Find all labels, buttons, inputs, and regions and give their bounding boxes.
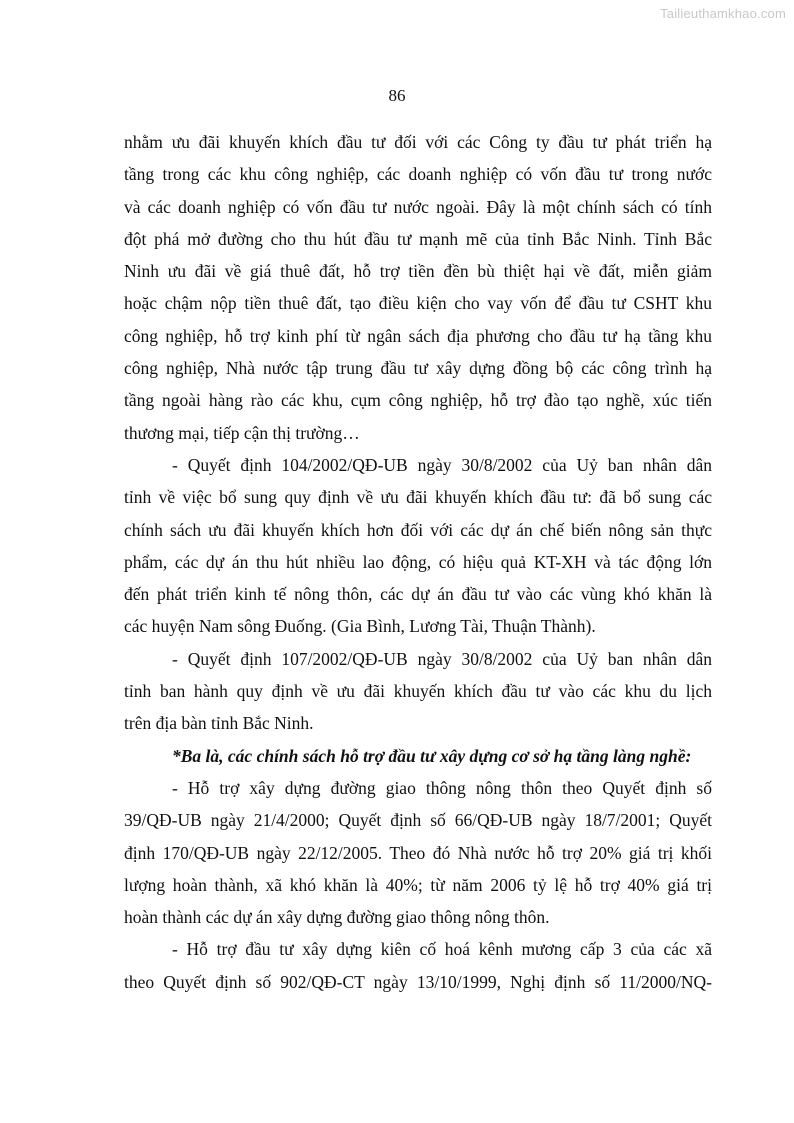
text-line: - Hỗ trợ đầu tư xây dựng kiên cố hoá kênh mương cấp 3 của các xã bbox=[172, 939, 712, 960]
text-line: các huyện Nam sông Đuống. (Gia Bình, Lương Tài, Thuận Thành). bbox=[124, 616, 596, 637]
paragraph bbox=[124, 772, 712, 933]
text-line: định 170/QĐ-UB ngày 22/12/2005. Theo đó Nhà nước hỗ trợ 20% giá trị khối bbox=[124, 842, 712, 863]
paragraph bbox=[124, 933, 712, 998]
text-line: trên địa bàn tỉnh Bắc Ninh. bbox=[124, 713, 314, 734]
text-line: đột phá mở đường cho thu hút đầu tư mạnh mẽ của tỉnh Bắc Ninh. Tỉnh Bắc bbox=[124, 228, 712, 249]
text-line: tỉnh ban hành quy định về ưu đãi khuyến khích đầu tư vào các khu du lịch bbox=[124, 681, 712, 702]
text-line: công nghiệp, hỗ trợ kinh phí từ ngân sách địa phương cho đầu tư hạ tầng khu bbox=[124, 325, 712, 346]
text-line: chính sách ưu đãi khuyến khích hơn đối với các dự án chế biến nông sản thực bbox=[124, 519, 712, 540]
text-line: 39/QĐ-UB ngày 21/4/2000; Quyết định số 66/QĐ-UB ngày 18/7/2001; Quyết bbox=[124, 810, 712, 831]
text-line: tầng trong các khu công nghiệp, các doanh nghiệp có vốn đầu tư trong nước bbox=[124, 164, 712, 185]
text-line: công nghiệp, Nhà nước tập trung đầu tư xây dựng đồng bộ các công trình hạ bbox=[124, 358, 712, 379]
text-line: Ninh ưu đãi về giá thuê đất, hỗ trợ tiền đền bù thiệt hại về đất, miễn giảm bbox=[124, 261, 712, 282]
text-line: phẩm, các dự án thu hút nhiều lao động, có hiệu quả KT-XH và tác động lớn bbox=[124, 551, 712, 572]
document-body bbox=[124, 126, 712, 998]
text-line: - Quyết định 107/2002/QĐ-UB ngày 30/8/2002 của Uỷ ban nhân dân bbox=[172, 648, 712, 669]
text-line: - Hỗ trợ xây dựng đường giao thông nông thôn theo Quyết định số bbox=[172, 777, 712, 798]
text-line: - Quyết định 104/2002/QĐ-UB ngày 30/8/2002 của Uỷ ban nhân dân bbox=[172, 454, 712, 475]
text-line: đến phát triển kinh tế nông thôn, các dự án đầu tư vào các vùng khó khăn là bbox=[124, 584, 712, 605]
text-line: tỉnh về việc bổ sung quy định về ưu đãi khuyến khích đầu tư: đã bổ sung các bbox=[124, 487, 712, 508]
text-line: theo Quyết định số 902/QĐ-CT ngày 13/10/1999, Nghị định số 11/2000/NQ- bbox=[124, 971, 712, 992]
paragraph bbox=[124, 126, 712, 449]
section-heading: *Ba là, các chính sách hỗ trợ đầu tư xây dựng cơ sở hạ tầng làng nghề: bbox=[172, 745, 692, 766]
page-number: 86 bbox=[388, 86, 406, 105]
text-line: hoặc chậm nộp tiền thuê đất, tạo điều kiện cho vay vốn để đầu tư CSHT khu bbox=[124, 293, 712, 314]
watermark: Tailieuthamkhao.com bbox=[660, 6, 786, 21]
text-line: và các doanh nghiệp có vốn đầu tư nước ngoài. Đây là một chính sách có tính bbox=[124, 196, 712, 217]
text-line: hoàn thành các dự án xây dựng đường giao thông nông thôn. bbox=[124, 907, 550, 928]
paragraph bbox=[124, 449, 712, 643]
paragraph bbox=[124, 643, 712, 740]
text-line: nhằm ưu đãi khuyến khích đầu tư đối với các Công ty đầu tư phát triển hạ bbox=[124, 132, 712, 152]
text-line: lượng hoàn thành, xã khó khăn là 40%; từ năm 2006 tỷ lệ hỗ trợ 40% giá trị bbox=[124, 874, 712, 895]
text-line: tầng ngoài hàng rào các khu, cụm công nghiệp, hỗ trợ đào tạo nghề, xúc tiến bbox=[124, 390, 712, 411]
text-line: thương mại, tiếp cận thị trường… bbox=[124, 422, 360, 443]
